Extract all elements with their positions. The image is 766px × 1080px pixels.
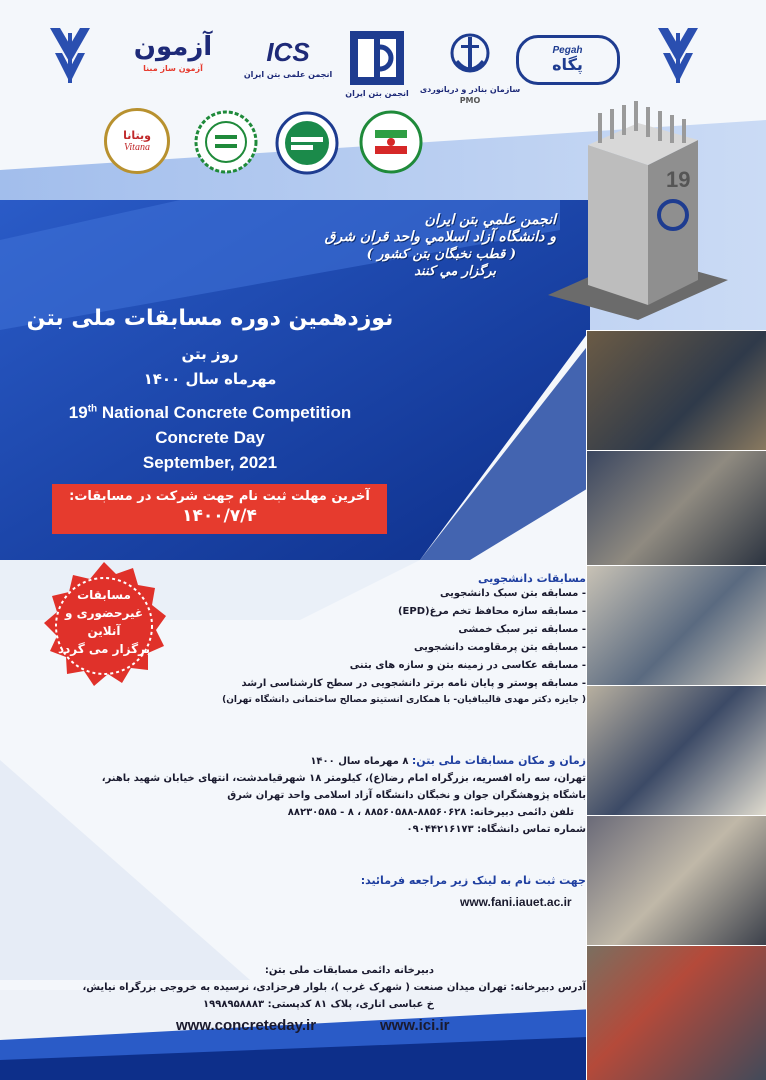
- title-fa: نوزدهمین دوره مسابقات ملی بتن: [26, 306, 394, 331]
- competition-item: - مسابقه بتن سبک دانشجویی: [439, 588, 586, 599]
- title-en-line2: Concrete Day: [155, 428, 265, 447]
- venue-address-1: تهران، سه راه افسریه، بزرگراه امام رضا(ع)، کیلومتر ۱۸ شهرقیامدشت، انتهای خیابان شهید باهنر،: [101, 773, 586, 784]
- footer-link-concreteday[interactable]: www.concreteday.ir: [176, 1017, 317, 1034]
- ics-subtitle: انجمن علمی بتن ایران: [243, 70, 333, 79]
- ici-logo: [342, 18, 412, 108]
- competition-item: - مسابقه بتن پرمقاومت دانشجویی: [413, 642, 586, 653]
- pmo-subtitle: سازمان بنادر و دریانوردی: [419, 84, 521, 94]
- badge-line-4: برگزار می گردد: [57, 642, 151, 656]
- azad-university-logo-left: [40, 18, 100, 98]
- organizer-line-3: ( قطب نخبگان بتن كشور ): [366, 247, 516, 262]
- organizer-line-4: برگزار مي كنند: [414, 264, 496, 279]
- ics-logo: [243, 28, 333, 88]
- event-photo-4: [586, 685, 766, 817]
- azmoon-title: آزمون: [133, 31, 213, 62]
- circle-c-icon: [275, 111, 339, 175]
- ics-title: ICS: [266, 37, 310, 67]
- organizer-line-1: انجمن علمي بتن ايران: [424, 212, 556, 228]
- venue-heading: زمان و مکان مسابقات ملی بتن:: [411, 754, 586, 767]
- badge-line-3: آنلاین: [87, 624, 121, 638]
- deadline-label: آخرین مهلت ثبت نام جهت شرکت در مسابقات:: [69, 489, 370, 504]
- vitana-fa: ویتانا: [123, 129, 151, 142]
- event-photo-5: [586, 815, 766, 947]
- green-seal-icon: [193, 109, 259, 175]
- competition-note: ( جایزه دکتر مهدی قالیبافیان- با همکاری انستیتو مصالح ساختمانی دانشگاه تهران): [222, 695, 586, 705]
- title-en-suffix: th: [87, 403, 98, 415]
- pmo-label: PMO: [459, 95, 481, 105]
- secretariat-address-2: خ عباسی اناری، پلاک ۸۱ کدپستی: ۱۹۹۸۹۵۸۸۸۳: [203, 999, 434, 1010]
- iran-emblem-icon: [359, 110, 423, 174]
- organizers: [196, 212, 556, 280]
- venue-phone: تلفن دائمی دبیرخانه: ۸۸۵۶۰۶۲۸-۸۸۵۶۰۵۸۸ ، ۸ - ۸۸۲۳۰۵۸۵: [287, 807, 574, 818]
- venue-address-2: باشگاه پژوهشگران جوان و نخبگان دانشگاه آزاد اسلامی واحد تهران شرق: [227, 790, 586, 801]
- pegah-fa: پگاه: [552, 55, 583, 74]
- title-date-fa: مهرماه سال ۱۴۰۰: [143, 370, 277, 388]
- badge-text: [38, 586, 170, 658]
- ici-subtitle: انجمن بتن ایران: [345, 88, 409, 98]
- azad-emblem-icon: [45, 23, 95, 93]
- badge-line-2: غیرحضوری و: [64, 606, 144, 620]
- footer-link-ici[interactable]: www.ici.ir: [380, 1017, 450, 1034]
- secretariat-section: [6, 962, 586, 1013]
- svg-text:19: 19: [666, 167, 691, 192]
- azad-emblem-icon: [653, 23, 703, 93]
- ici-emblem-icon: [348, 29, 406, 87]
- islamic-council-seal: [356, 106, 426, 178]
- anchor-icon: [447, 31, 493, 83]
- register-heading: جهت ثبت نام به لینک زیر مراجعه فرمائید:: [360, 874, 586, 887]
- municipality-seal: [190, 106, 262, 178]
- competition-item: - مسابقه تیر سبک خمشی: [458, 624, 586, 635]
- azad-university-logo-right: [648, 18, 708, 98]
- venue-date: ۸ مهرماه سال ۱۴۰۰: [310, 756, 409, 767]
- title-en-line3: September, 2021: [142, 453, 278, 472]
- title-concrete-day-fa: روز بتن: [181, 345, 239, 363]
- event-photo-3: [586, 565, 766, 687]
- event-photo-6: [586, 945, 766, 1080]
- competition-item: - مسابقه عکاسی در زمینه بتن و سازه های بتنی: [349, 660, 586, 671]
- register-link[interactable]: www.fani.iauet.ac.ir: [460, 895, 572, 909]
- event-photo-1: [586, 330, 766, 452]
- secretariat-heading: دبیرخانه دائمی مسابقات ملی بتن:: [264, 965, 434, 976]
- azmoon-subtitle: آزمون ساز مبنا: [143, 63, 203, 73]
- concrete-cube-illustration: [528, 95, 738, 325]
- competitions-heading: مسابقات دانشجویی: [477, 572, 586, 585]
- vitana-logo: [104, 108, 170, 174]
- deadline-date: ۱۴۰۰/۷/۴: [182, 506, 257, 526]
- secretariat-address-1: آدرس دبیرخانه: تهران میدان صنعت ( شهرک غرب )، بلوار فرحزادی، نرسیده به خروجی بزرگراه نیایش،: [82, 982, 586, 993]
- venue-university-phone: شماره تماس دانشگاه: ۰۹۰۴۴۲۱۶۱۷۳: [406, 824, 586, 835]
- title-en-line1: [15, 403, 405, 423]
- badge-line-1: مسابقات: [77, 588, 131, 602]
- title-en-name: National Concrete Competition: [101, 403, 352, 422]
- tehran-logo: [272, 110, 342, 176]
- event-photo-2: [586, 450, 766, 567]
- pmo-logo: [419, 20, 521, 115]
- competitions-section: [166, 572, 586, 705]
- competition-item: - مسابقه سازه محافظ تخم مرغ(EPD): [397, 606, 586, 617]
- pegah-logo: [515, 32, 620, 87]
- competition-item: - مسابقه پوستر و پایان نامه برتر دانشجویی در سطح کارشناسی ارشد: [241, 678, 586, 689]
- azmoon-logo: [118, 22, 228, 82]
- title-en-number: 19: [68, 403, 88, 422]
- photo-column: [586, 330, 766, 1080]
- register-section: [166, 874, 586, 887]
- organizer-line-2: و دانشگاه آزاد اسلامي واحد قران شرق: [324, 229, 556, 245]
- deadline-banner: [52, 484, 387, 534]
- vitana-en: Vitana: [124, 142, 150, 153]
- venue-section: [6, 752, 586, 838]
- pegah-en: Pegah: [552, 45, 583, 56]
